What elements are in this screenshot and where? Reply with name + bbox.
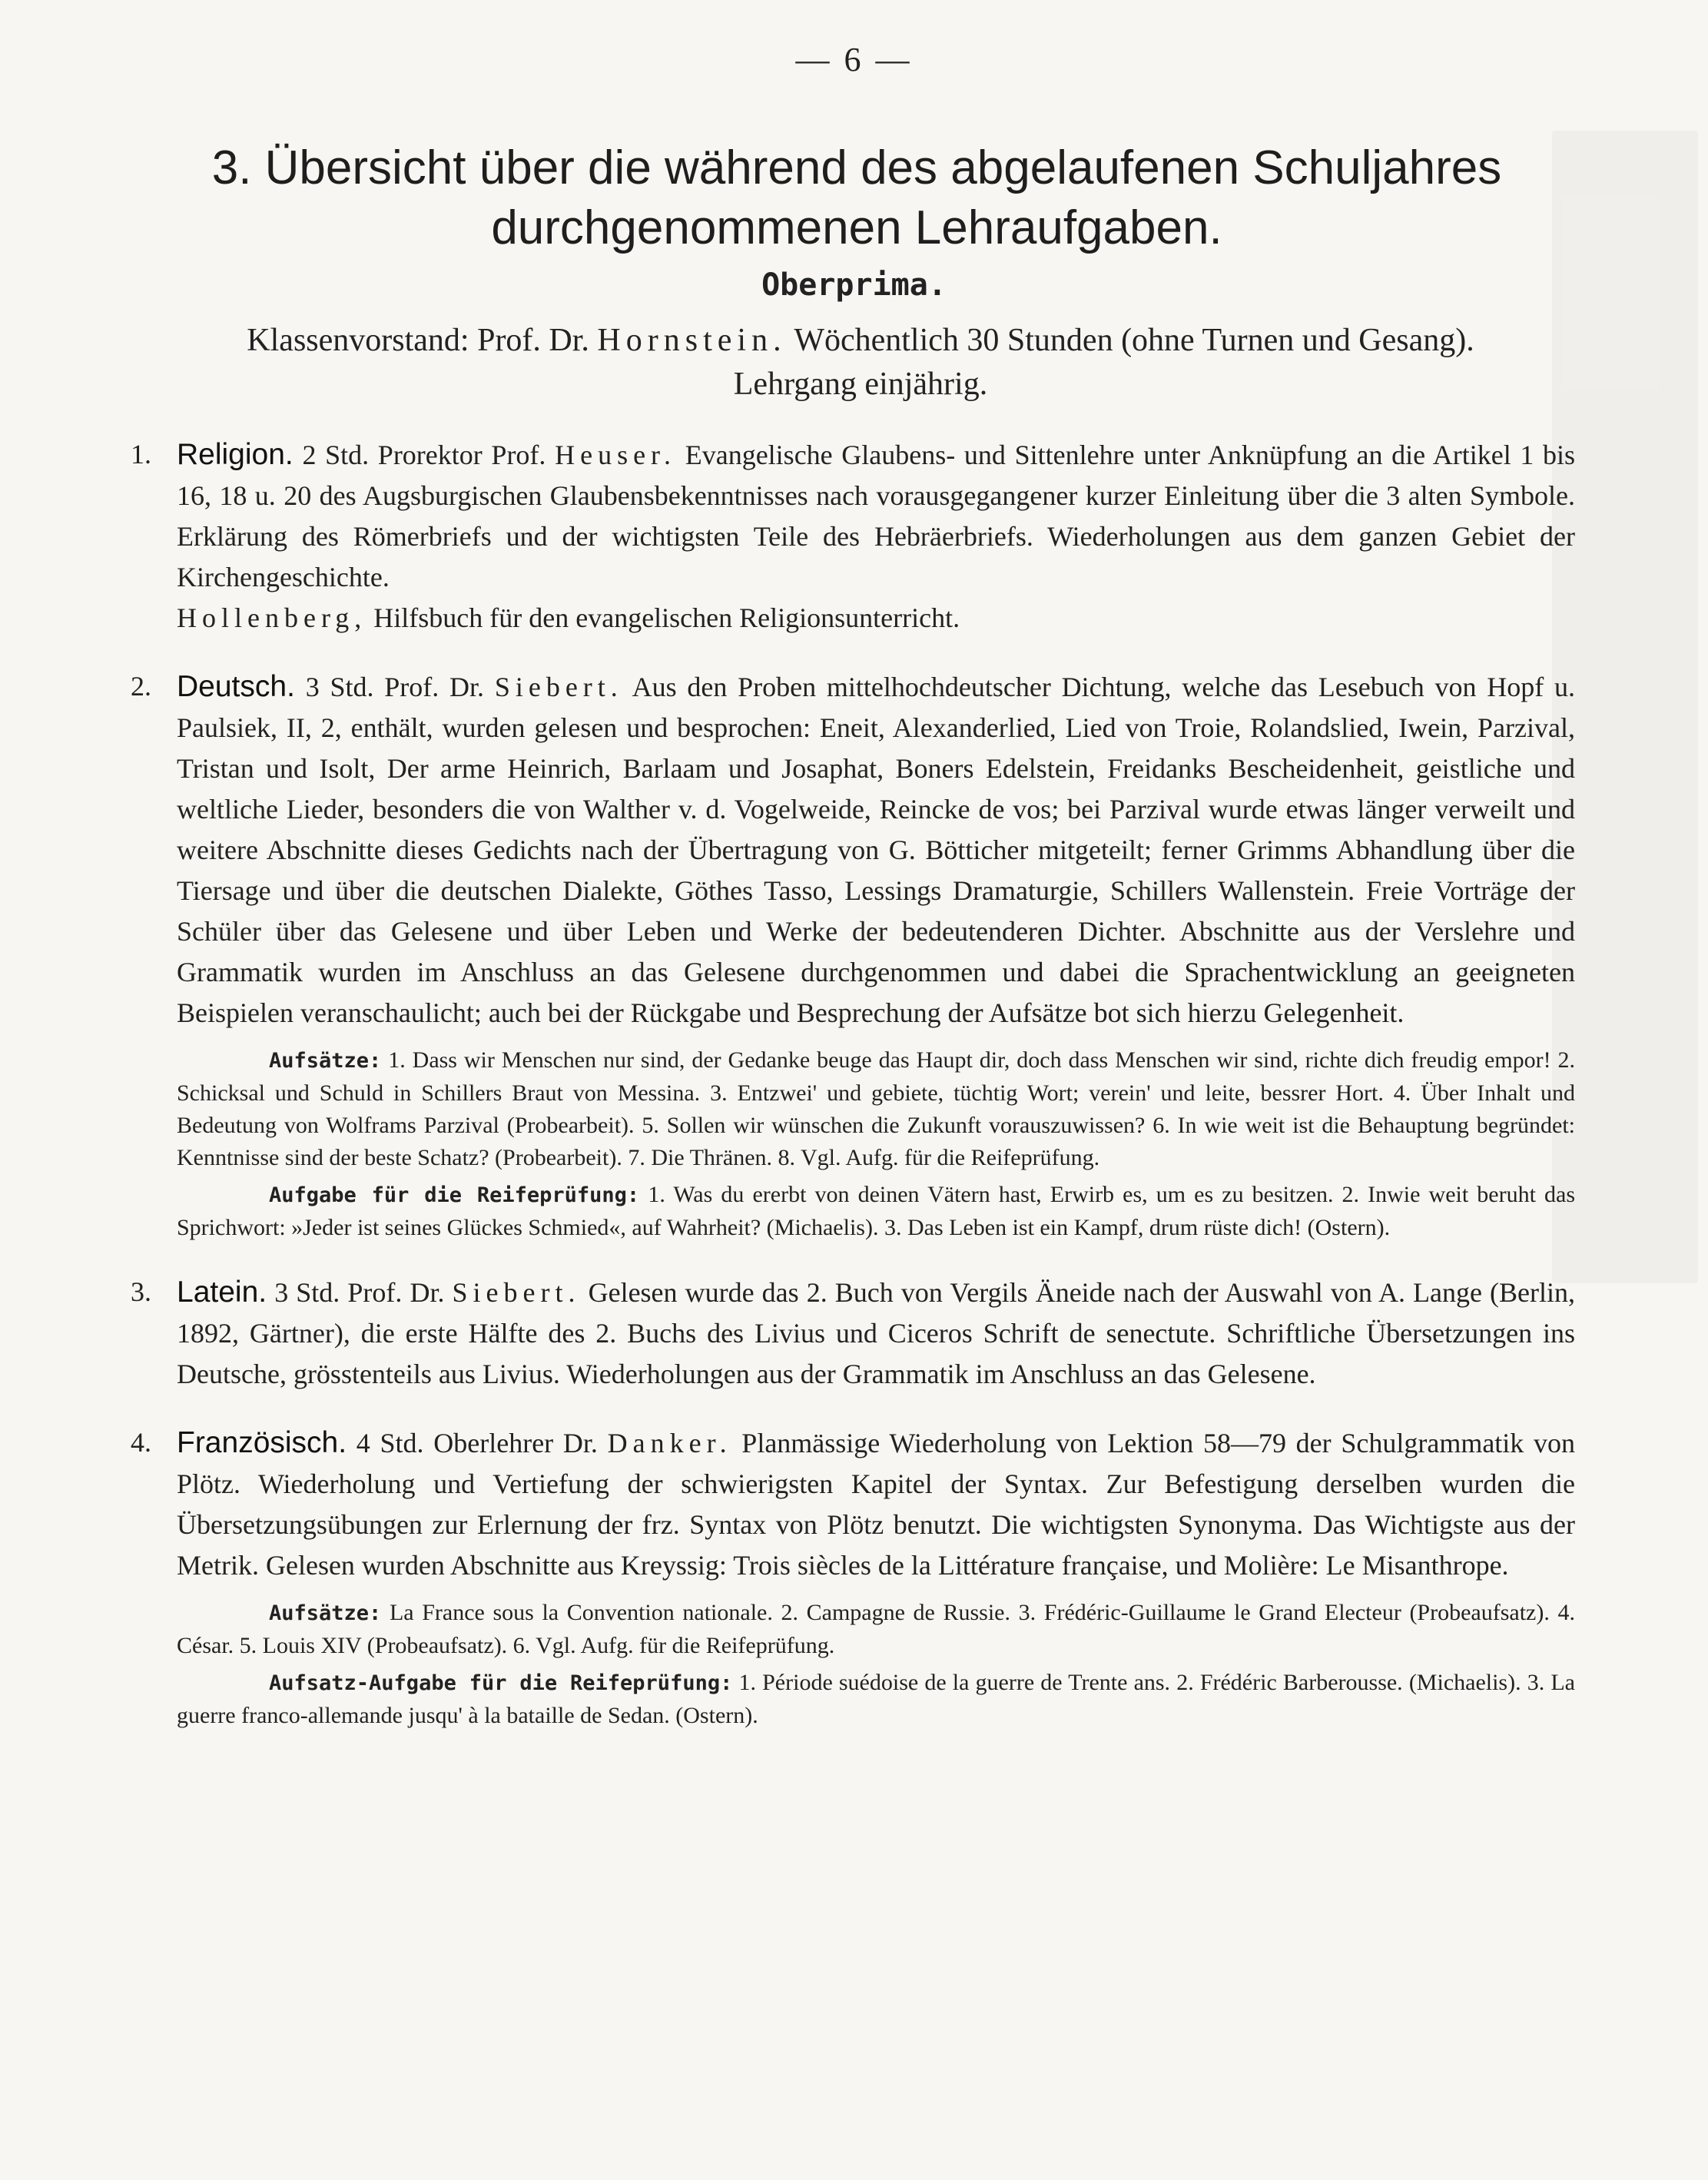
section-heading — [138, 138, 1575, 258]
class-name: Oberprima. — [761, 267, 947, 303]
subject-section-deutsch — [115, 666, 1575, 1244]
subject-section-latein — [115, 1272, 1575, 1395]
intro-line-2: Lehrgang einjährig. — [733, 367, 988, 402]
teacher-name: Siebert. — [452, 1277, 581, 1308]
subject-name: Französisch. — [177, 1426, 347, 1459]
textbook-title: Hilfsbuch für den evangelischen Religionsunterricht. — [373, 602, 960, 633]
section-text: Planmässige Wiederholung von Lektion 58—79 der Schulgrammatik von Plötz. Wiederholung und Vertiefung der schwierigsten Kapitel der Syntax. Zur Befestigung derselben wurden die Übersetzungsübungen zur Erlernung der frz. Syntax von Plötz benutzt. Die wichtigsten Synonyma. Das Wichtigste aus der Metrik. Gelesen wurden Abschnitte aus Kreyssig: Trois siècles de la Littérature française, und Molière: Le Misanthrope. — [177, 1428, 1576, 1581]
subject-hours: 3 Std. — [305, 672, 374, 702]
note-text: 1. Dass wir Menschen nur sind, der Gedanke beuge das Haupt dir, doch dass Menschen wir sind, richte dich freudig empor! 2. Schicksal und Schuld in Schillers Braut von Messina. 3. Entzwei' und gebiete, tüchtig Wort; verein' und leite, bessrer Hort. 4. Über Inhalt und Bedeutung von Wolframs Parzival (Probearbeit). 5. Sollen wir wünschen die Zukunft vorauszuwissen? 6. In wie weit ist die Behauptung begründet: Kenntnisse sind der beste Schatz? (Probearbeit). 7. Die Thränen. 8. Vgl. Aufg. für die Reifeprüfung. — [177, 1047, 1576, 1170]
heading-line-1: 3. Übersicht über die während des abgelaufenen Schuljahres — [211, 141, 1502, 194]
subject-sections — [115, 434, 1575, 1752]
subject-hours: 2 Std. — [302, 440, 370, 470]
teacher-prefix: Prof. Dr. — [347, 1277, 445, 1308]
section-text: Aus den Proben mittelhochdeutscher Dichtung, welche das Lesebuch von Hopf u. Paulsiek, II, 2, enthält, wurden gelesen und besprochen: Eneit, Alexanderlied, Lied von Troie, Rolandslied, Iwein, Parzival, Tristan und Isolt, Der arme Heinrich, Barlaam und Josaphat, Boners Edelstein, Freidanks Bescheidenheit, geistliche und weltliche Lieder, besonders die von Walther v. d. Vogelweide, Reincke de vos; bei Parzival wurde etwas länger verweilt und weitere Abschnitte dieses Gedichts nach der Übertragung von G. Bötticher mitgeteilt; ferner Grimms Abhandlung über die Tiersage und über die deutschen Dialekte, Göthes Tasso, Lessings Dramaturgie, Schillers Wallenstein. Freie Vorträge der Schüler über das Gelesene und über Leben und Werke der bedeutenderen Dichter. Abschnitte aus der Verslehre und Grammatik wurden im Anschluss an das Gelesene durchgenommen und dabei die Sprachentwicklung an geeigneten Beispielen veranschaulicht; auch bei der Rückgabe und Besprechung der Aufsätze bot sich hierzu Gelegenheit. — [177, 672, 1576, 1028]
note-text: 1. Période suédoise de la guerre de Trente ans. 2. Frédéric Barberousse. (Michaelis). 3. La guerre franco-allemande jusqu' à la bataille de Sedan. (Ostern). — [177, 1670, 1575, 1728]
note-text: 1. Was du ererbt von deinen Vätern hast, Erwirb es, um es zu besitzen. 2. Inwie weit beruht das Sprichwort: »Jeder ist seines Glückes Schmied«, auf Wahrheit? (Michaelis). 3. Das Leben ist ein Kampf, drum rüste dich! (Ostern). — [177, 1182, 1576, 1240]
subject-section-franzoesisch — [115, 1422, 1575, 1732]
section-notes — [115, 1597, 1575, 1732]
section-number: 4. — [131, 1427, 151, 1458]
heading-line-2: durchgenommenen Lehraufgaben. — [491, 201, 1222, 254]
teacher-name: Danker. — [607, 1428, 732, 1458]
section-text: Evangelische Glaubens- und Sittenlehre unter Anknüpfung an die Artikel 1 bis 16, 18 u. 20 des Augsburgischen Glaubensbekenntnisses nach vorausgegangener kurzer Einleitung über die 3 alten Symbole. Erklärung des Römerbriefs und der wichtigsten Teile des Hebräerbriefs. Wiederholungen aus dem ganzen Gebiet der Kirchengeschichte. — [177, 440, 1576, 592]
page-number: — 6 — — [795, 41, 913, 78]
subject-section-religion — [115, 434, 1575, 639]
teacher-name: Heuser. — [555, 440, 677, 470]
section-body — [115, 434, 1575, 639]
subject-name: Latein. — [177, 1276, 267, 1309]
section-body — [115, 1272, 1575, 1395]
intro-suffix: Wöchentlich 30 Stunden (ohne Turnen und Gesang). — [794, 323, 1474, 358]
intro-line-1 — [108, 319, 1613, 363]
textbook-author: Hollenberg, — [177, 602, 367, 633]
note-paragraph — [177, 1667, 1575, 1732]
section-text: Gelesen wurde das 2. Buch von Vergils Äneide nach der Auswahl von A. Lange (Berlin, 1892, Gärtner), die erste Hälfte des 2. Buchs des Livius und Ciceros Schrift de senectute. Schriftliche Übersetzungen ins Deutsche, grösstenteils aus Livius. Wiederholungen aus der Grammatik im Anschluss an das Gelesene. — [177, 1277, 1576, 1389]
section-body — [115, 1422, 1575, 1586]
class-intro — [108, 319, 1613, 406]
subject-hours: 3 Std. — [274, 1277, 340, 1308]
subject-hours: 4 Std. — [356, 1428, 424, 1458]
note-paragraph — [177, 1044, 1575, 1174]
note-label: Aufsätze: — [269, 1601, 382, 1625]
subject-name: Deutsch. — [177, 670, 295, 703]
teacher-prefix: Oberlehrer Dr. — [433, 1428, 598, 1458]
section-number: 3. — [131, 1276, 151, 1307]
intro-prefix: Klassenvorstand: Prof. Dr. — [247, 323, 589, 358]
note-label: Aufsätze: — [269, 1049, 382, 1073]
subject-name: Religion. — [177, 438, 294, 471]
section-body — [115, 666, 1575, 1034]
teacher-prefix: Prorektor Prof. — [377, 440, 546, 470]
note-text: La France sous la Convention nationale. 2. Campagne de Russie. 3. Frédéric-Guillaume le Grand Electeur (Probeaufsatz). 4. César. 5. Louis XIV (Probeaufsatz). 6. Vgl. Aufg. für die Reifeprüfung. — [177, 1600, 1575, 1658]
section-notes — [115, 1044, 1575, 1244]
note-paragraph — [177, 1179, 1575, 1244]
section-number: 2. — [131, 671, 151, 702]
note-label: Aufgabe für die Reifeprüfung: — [269, 1183, 640, 1207]
intro-teacher: Hornstein. — [597, 323, 787, 358]
section-number: 1. — [131, 439, 151, 470]
note-label: Aufsatz-Aufgabe für die Reifeprüfung: — [269, 1671, 733, 1695]
note-paragraph — [177, 1597, 1575, 1662]
teacher-prefix: Prof. Dr. — [384, 672, 485, 702]
teacher-name: Siebert. — [494, 672, 623, 702]
